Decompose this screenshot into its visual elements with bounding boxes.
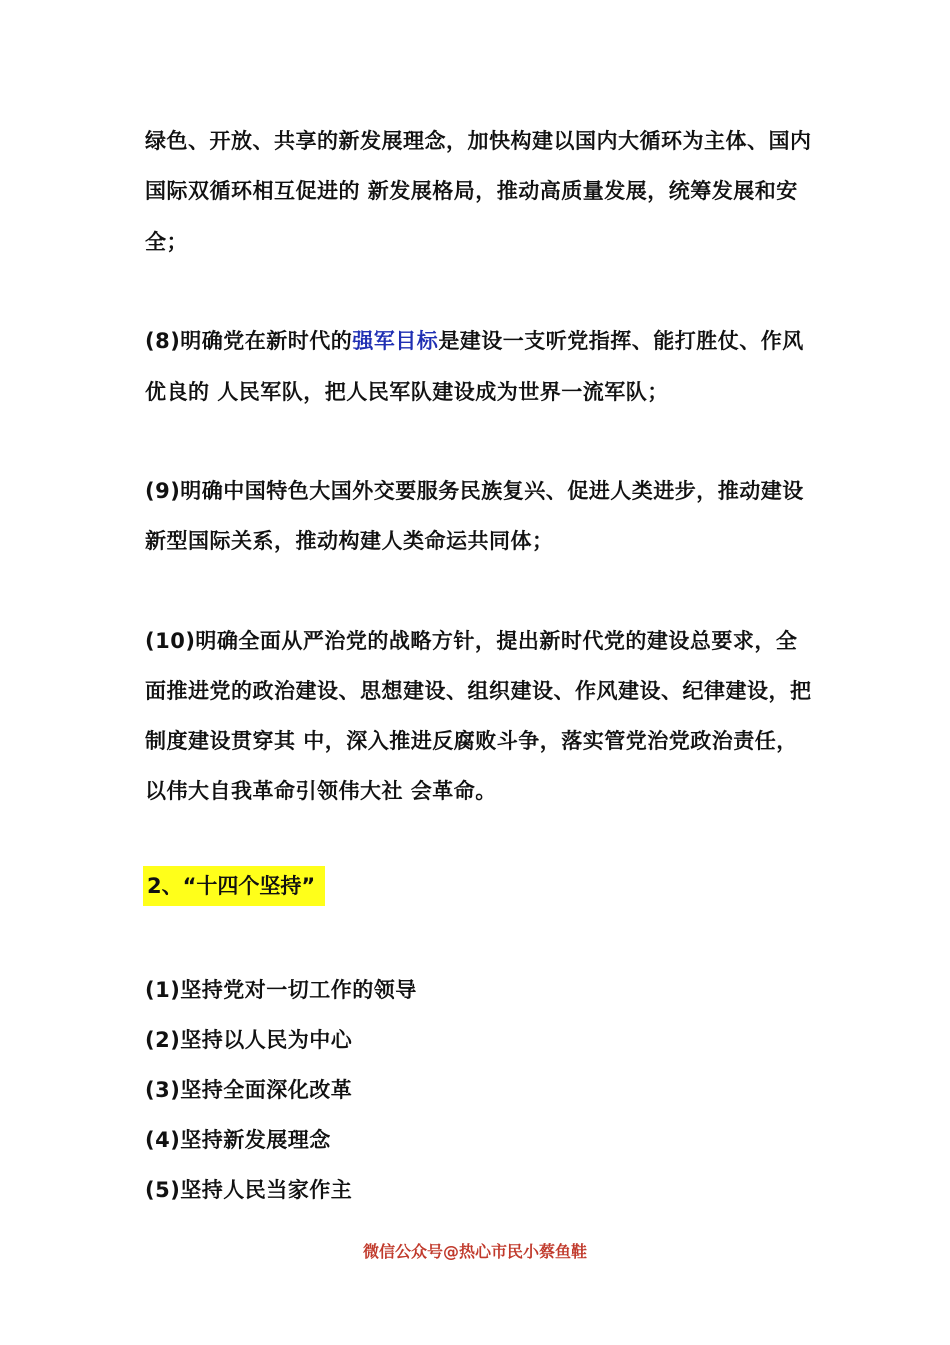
list-item: (4)坚持新发展理念 — [145, 1128, 331, 1152]
paragraph-8-line-1 — [145, 326, 815, 356]
list-item: (3)坚持全面深化改革 — [145, 1078, 353, 1102]
paragraph-10-line-3: 制度建设贯穿其 中，深入推进反腐败斗争，落实管党治党政治责任， — [145, 729, 798, 753]
paragraph-7-line-1: 绿色、开放、共享的新发展理念，加快构建以国内大循环为主体、国内 — [145, 129, 812, 153]
paragraph-8-suffix: 是建设一支听党指挥、能打胜仗、作风 — [438, 329, 804, 353]
paragraph-7-line-2: 国际双循环相互促进的 新发展格局，推动高质量发展，统筹发展和安 — [145, 179, 798, 203]
paragraph-10-line-2: 面推进党的政治建设、思想建设、组织建设、作风建设、纪律建设，把 — [145, 679, 812, 703]
paragraph-8-line-2: 优良的 人民军队，把人民军队建设成为世界一流军队； — [145, 380, 669, 404]
paragraph-10-line-1: (10)明确全面从严治党的战略方针，提出新时代党的建设总要求，全 — [145, 629, 798, 653]
paragraph-7-line-3: 全； — [145, 230, 188, 254]
list-item: (1)坚持党对一切工作的领导 — [145, 978, 417, 1002]
list-item: (5)坚持人民当家作主 — [145, 1178, 353, 1202]
paragraph-10-line-4: 以伟大自我革命引领伟大社 会革命。 — [145, 779, 497, 803]
section-heading-fourteen-persistences: 2、“十四个坚持” — [143, 866, 325, 906]
keyword-strong-army-goal: 强军目标 — [352, 329, 439, 353]
paragraph-9-line-1: (9)明确中国特色大国外交要服务民族复兴、促进人类进步，推动建设 — [145, 479, 804, 503]
paragraph-9-line-2: 新型国际关系，推动构建人类命运共同体； — [145, 529, 554, 553]
paragraph-8-prefix: (8)明确党在新时代的 — [145, 329, 353, 353]
list-item: (2)坚持以人民为中心 — [145, 1028, 353, 1052]
footer-watermark: 微信公众号@热心市民小蔡鱼鞋 — [362, 1242, 587, 1261]
